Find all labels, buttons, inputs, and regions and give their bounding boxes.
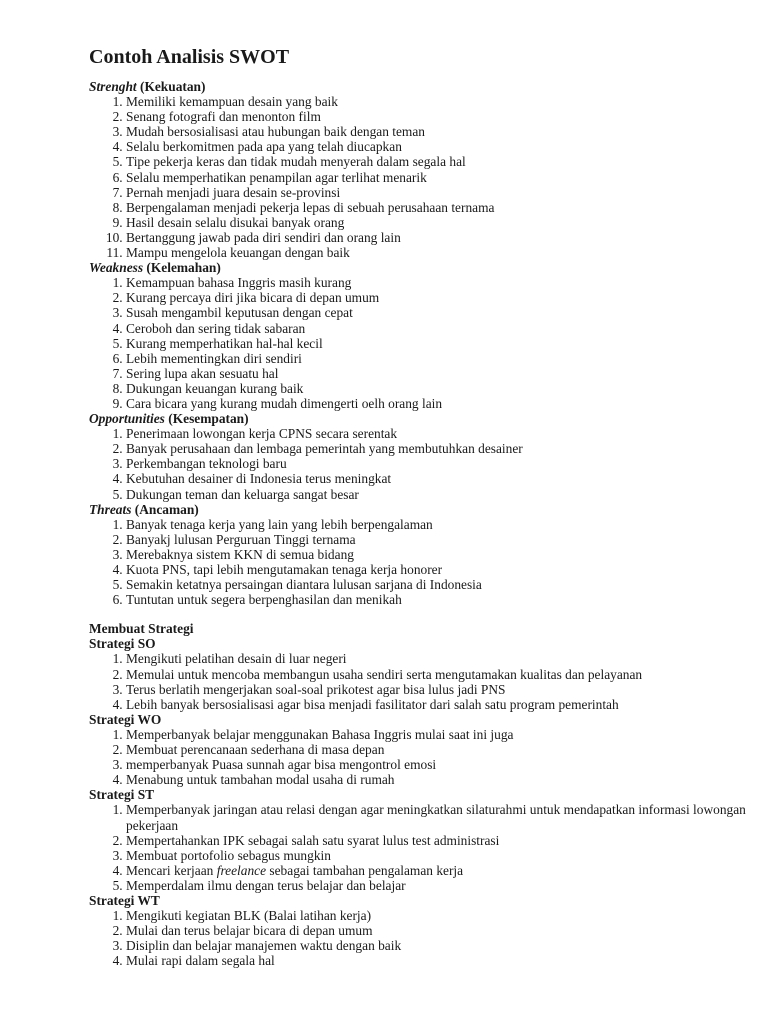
list-item: 2. Mulai dan terus belajar bicara di depan umum (126, 923, 749, 938)
list-item: 2. Senang fotografi dan menonton film (126, 109, 749, 124)
list-item: 3. Merebaknya sistem KKN di semua bidang (126, 547, 749, 562)
list-item: 6. Tuntutan untuk segera berpenghasilan dan menikah (126, 592, 749, 607)
section-spacer (89, 607, 749, 621)
list-item: 1. Penerimaan lowongan kerja CPNS secara serentak (126, 426, 749, 441)
list-item: 4. Lebih banyak bersosialisasi agar bisa menjadi fasilitator dari salah satu program pemerintah (126, 697, 749, 712)
strategy-heading: Strategi WO (89, 711, 162, 727)
swot-heading (89, 79, 749, 94)
swot-heading-key: Opportunities (89, 411, 165, 427)
list-item: 8. Berpengalaman menjadi pekerja lepas di sebuah perusahaan ternama (126, 200, 749, 215)
list-item: 3. memperbanyak Puasa sunnah agar bisa mengontrol emosi (126, 757, 749, 772)
swot-heading (89, 260, 749, 275)
swot-heading (89, 411, 749, 426)
strategy-items (89, 908, 749, 968)
list-item: 3. Susah mengambil keputusan dengan cepat (126, 305, 749, 320)
list-item: 7. Sering lupa akan sesuatu hal (126, 366, 749, 381)
list-item: 2. Banyak perusahaan dan lembaga pemerintah yang membutuhkan desainer (126, 441, 749, 456)
list-item: 1. Kemampuan bahasa Inggris masih kurang (126, 275, 749, 290)
swot-heading-label: (Kesempatan) (164, 411, 249, 427)
swot-list (89, 275, 749, 411)
strategy-heading: Strategi WT (89, 892, 160, 908)
strategy-items (89, 651, 749, 711)
list-item: 2. Memulai untuk mencoba membangun usaha sendiri serta mengutamakan kualitas dan pelayanan (126, 667, 749, 682)
swot-analysis (89, 79, 749, 607)
list-item: 1. Memperbanyak belajar menggunakan Bahasa Inggris mulai saat ini juga (126, 727, 749, 742)
list-item: 9. Cara bicara yang kurang mudah dimengerti oelh orang lain (126, 396, 749, 411)
list-item: 4. Selalu berkomitmen pada apa yang telah diucapkan (126, 139, 749, 154)
item-emphasis: freelance (216, 862, 267, 878)
strategy-heading: Strategi SO (89, 636, 156, 652)
list-item: 8. Dukungan keuangan kurang baik (126, 381, 749, 396)
list-item: 2. Banyakj lulusan Perguruan Tinggi ternama (126, 532, 749, 547)
list-item: 2. Membuat perencanaan sederhana di masa depan (126, 742, 749, 757)
list-item: 3. Disiplin dan belajar manajemen waktu dengan baik (126, 938, 749, 953)
document-page (89, 44, 749, 968)
list-item: 3. Terus berlatih mengerjakan soal-soal prikotest agar bisa lulus jadi PNS (126, 682, 749, 697)
list-item: 4. Menabung untuk tambahan modal usaha di rumah (126, 772, 749, 787)
strategy-items (89, 802, 749, 893)
strategy-list (89, 636, 749, 968)
item-text: sebagai tambahan pengalaman kerja (266, 862, 464, 878)
list-item: 9. Hasil desain selalu disukai banyak orang (126, 215, 749, 230)
swot-heading (89, 502, 749, 517)
swot-list (89, 94, 749, 260)
list-item: 2. Mempertahankan IPK sebagai salah satu syarat lulus test administrasi (126, 833, 749, 848)
list-item (126, 863, 749, 878)
list-item: 1. Mengikuti pelatihan desain di luar negeri (126, 651, 749, 666)
list-item: 5. Tipe pekerja keras dan tidak mudah menyerah dalam segala hal (126, 154, 749, 169)
list-item: 4. Mulai rapi dalam segala hal (126, 953, 749, 968)
list-item: 4. Kebutuhan desainer di Indonesia terus meningkat (126, 471, 749, 486)
swot-heading-label: (Kekuatan) (136, 79, 206, 94)
swot-heading-label: (Ancaman) (131, 501, 199, 517)
list-item: 6. Lebih mementingkan diri sendiri (126, 351, 749, 366)
strategy-heading: Strategi ST (89, 787, 155, 803)
page-title: Contoh Analisis SWOT (89, 46, 290, 68)
list-item: 3. Perkembangan teknologi baru (126, 456, 749, 471)
swot-heading-key: Weakness (89, 260, 144, 276)
list-item: 3. Mudah bersosialisasi atau hubungan baik dengan teman (126, 124, 749, 139)
list-item: 1. Mengikuti kegiatan BLK (Balai latihan kerja) (126, 908, 749, 923)
list-item: 3. Membuat portofolio sebagus mungkin (126, 848, 749, 863)
list-item: 5. Semakin ketatnya persaingan diantara lulusan sarjana di Indonesia (126, 577, 749, 592)
list-item: 6. Selalu memperhatikan penampilan agar terlihat menarik (126, 170, 749, 185)
item-text: Mencari kerjaan (126, 862, 217, 878)
list-item: 11. Mampu mengelola keuangan dengan baik (126, 245, 749, 260)
list-item: 10. Bertanggung jawab pada diri sendiri dan orang lain (126, 230, 749, 245)
list-item: 5. Kurang memperhatikan hal-hal kecil (126, 336, 749, 351)
swot-heading-key: Strenght (89, 79, 137, 94)
list-item: 5. Dukungan teman dan keluarga sangat besar (126, 487, 749, 502)
swot-heading-label: (Kelemahan) (143, 260, 221, 276)
list-item: 1. Memiliki kemampuan desain yang baik (126, 94, 749, 109)
strategy-items (89, 727, 749, 787)
swot-heading-key: Threats (89, 501, 132, 517)
list-item: 5. Memperdalam ilmu dengan terus belajar dan belajar (126, 878, 749, 893)
list-item: 4. Ceroboh dan sering tidak sabaran (126, 321, 749, 336)
swot-list (89, 517, 749, 608)
list-item: 2. Kurang percaya diri jika bicara di depan umum (126, 290, 749, 305)
list-item: 1. Memperbanyak jaringan atau relasi dengan agar meningkatkan silaturahmi untuk mendapatkan informasi lowongan pekerjaan (126, 802, 749, 832)
list-item: 7. Pernah menjadi juara desain se-provinsi (126, 185, 749, 200)
swot-list (89, 426, 749, 501)
strategy-title: Membuat Strategi (89, 621, 194, 637)
list-item: 1. Banyak tenaga kerja yang lain yang lebih berpengalaman (126, 517, 749, 532)
list-item: 4. Kuota PNS, tapi lebih mengutamakan tenaga kerja honorer (126, 562, 749, 577)
